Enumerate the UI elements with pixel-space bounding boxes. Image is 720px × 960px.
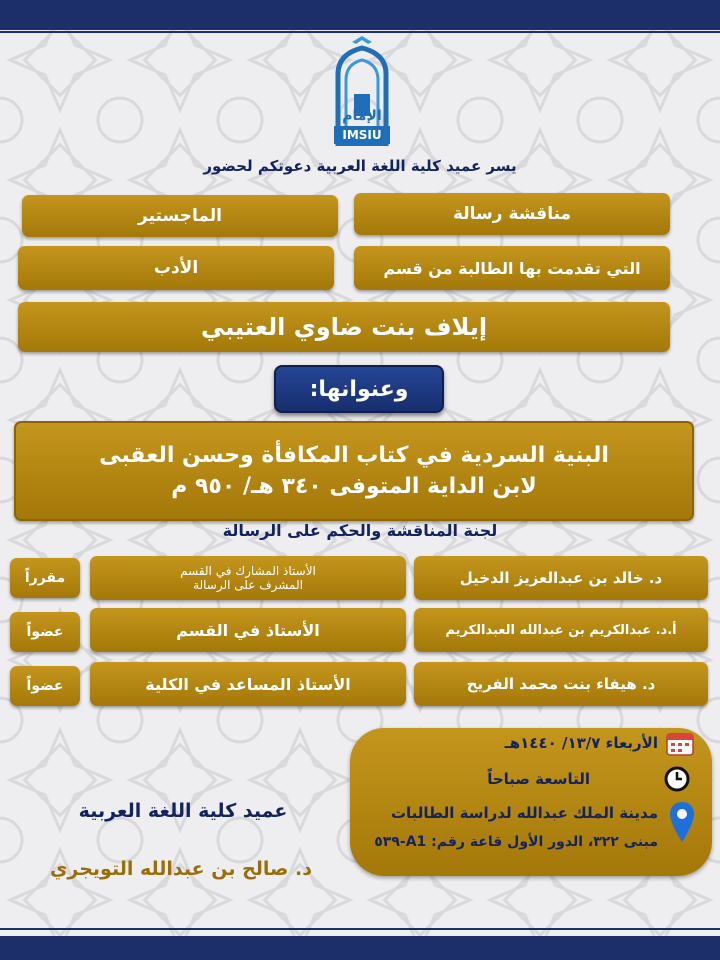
discussion-label-box	[354, 193, 670, 235]
member-position-text: الأستاذ المشارك في القسم	[180, 564, 316, 578]
member-role-text: عضواً	[26, 678, 64, 694]
member-name-text: أ.د. عبدالكريم بن عبدالله العبدالكريم	[445, 622, 677, 638]
university-logo	[332, 34, 392, 146]
logo-arabic-text: الإمام	[342, 108, 382, 124]
bottom-border	[0, 936, 720, 960]
top-border-line	[0, 31, 720, 33]
thesis-title-line1: البنية السردية في كتاب المكافأة وحسن العقبى	[99, 443, 609, 468]
department-label: التي تقدمت بها الطالبة من قسم	[383, 258, 641, 278]
degree-box	[22, 195, 338, 237]
committee-member-role	[10, 558, 80, 598]
department-label-box	[354, 246, 670, 290]
event-venue-line1: مدينة الملك عبدالله لدراسة الطالبات	[390, 804, 658, 822]
member-role-text: مقرراً	[24, 570, 66, 586]
committee-member-role	[10, 666, 80, 706]
event-date: الأربعاء ١٣/٧/ ١٤٤٠هـ	[504, 734, 658, 752]
thesis-title-line2: لابن الداية المتوفى ٣٤٠ هـ/ ٩٥٠ م	[171, 474, 537, 499]
committee-member-name	[414, 662, 708, 706]
clock-icon	[664, 766, 690, 792]
event-venue-line2: مبنى ٣٢٢، الدور الأول قاعة رقم: A1-٥٣٩	[374, 834, 658, 850]
dean-title: عميد كلية اللغة العربية	[78, 800, 288, 822]
location-pin-icon	[668, 800, 696, 844]
member-position-text: الأستاذ المساعد في الكلية	[145, 674, 351, 694]
member-name-text: د. خالد بن عبدالعزيز الدخيل	[459, 569, 663, 587]
department-name: الأدب	[153, 258, 199, 278]
member-position-sub-text: المشرف على الرسالة	[193, 578, 303, 592]
committee-member-position	[90, 556, 406, 600]
logo-latin-text: IMSIU	[342, 128, 382, 142]
thesis-title-box	[14, 421, 694, 521]
degree-label: الماجستير	[138, 206, 222, 226]
student-name-box	[18, 302, 670, 352]
student-name: إيلاف بنت ضاوي العتيبي	[200, 313, 488, 341]
committee-member-name	[414, 608, 708, 652]
bottom-border-line	[0, 928, 720, 930]
dean-name: د. صالح بن عبدالله التويجري	[50, 858, 312, 880]
department-box	[18, 246, 334, 290]
member-position-text: الأستاذ في القسم	[176, 620, 320, 640]
event-time: التاسعة صباحاً	[487, 770, 590, 788]
invitation-text: يسر عميد كلية اللغة العربية دعوتكم لحضور	[203, 157, 517, 175]
member-name-text: د. هيفاء بنت محمد الفريح	[466, 675, 656, 693]
title-label-box	[274, 365, 444, 413]
committee-member-role	[10, 612, 80, 652]
committee-member-position	[90, 608, 406, 652]
calendar-icon	[666, 730, 694, 756]
committee-heading: لجنة المناقشة والحكم على الرسالة	[222, 521, 498, 540]
top-border	[0, 0, 720, 30]
committee-member-position	[90, 662, 406, 706]
member-role-text: عضواً	[26, 624, 64, 640]
discussion-label: مناقشة رسالة	[452, 204, 572, 224]
title-label: وعنوانها:	[309, 376, 409, 402]
committee-member-name	[414, 556, 708, 600]
